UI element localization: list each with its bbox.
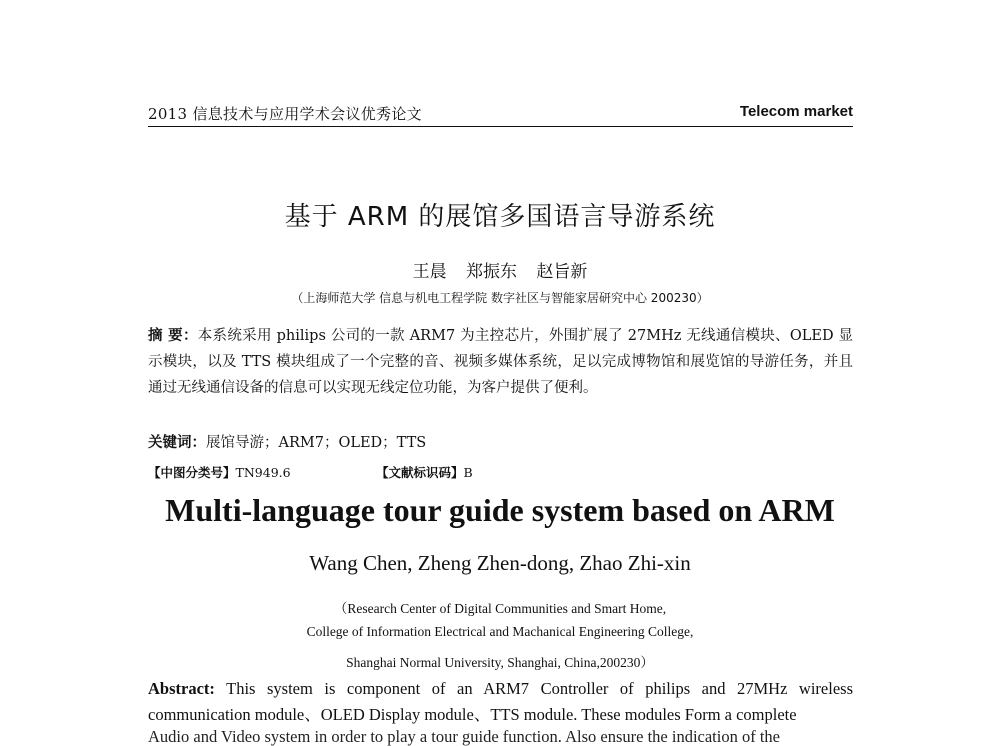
paper-title-english: Multi-language tour guide system based on ARM — [165, 492, 835, 528]
clc-label: 【中图分类号】 — [148, 465, 236, 480]
document-code-label: 【文献标识码】 — [376, 465, 464, 480]
clc-value: TN949.6 — [235, 465, 291, 480]
affiliation-chinese: （上海师范大学 信息与机电工程学院 数字社区与智能家居研究中心 200230） — [291, 291, 709, 305]
classification-line — [148, 463, 853, 481]
abstract-english-cut-line: Audio and Video system in order to play a tour guide function. Also ensure the indication of the — [148, 727, 780, 746]
abstract-english — [148, 676, 853, 728]
authors-chinese: 王晨 郑振东 赵旨新 — [412, 262, 588, 282]
running-header — [148, 100, 853, 127]
abstract-english-label: Abstract: — [148, 679, 215, 698]
journal-name: Telecom market — [739, 103, 853, 120]
abstract-chinese — [148, 323, 853, 401]
affiliation-english-line-1: （Research Center of Digital Communities and Smart Home, — [333, 601, 667, 616]
affiliation-english-line-3: Shanghai Normal University, Shanghai, China,200230） — [346, 655, 654, 670]
keywords-chinese — [148, 431, 853, 452]
authors-english: Wang Chen, Zheng Zhen-dong, Zhao Zhi-xin — [309, 551, 691, 575]
conference-name: 2013 信息技术与应用学术会议优秀论文 — [148, 105, 422, 123]
abstract-chinese-label: 摘 要： — [148, 328, 198, 344]
keywords-text: 展馆导游；ARM7；OLED；TTS — [206, 435, 427, 451]
abstract-english-text: This system is component of an ARM7 Controller of philips and 27MHz wireless communication module、OLED Display module、TTS module. These modules Form a complete — [148, 679, 854, 724]
abstract-chinese-text: 本系统采用 philips 公司的一款 ARM7 为主控芯片，外围扩展了 27MHz 无线通信模块、OLED 显示模块，以及 TTS 模块组成了一个完整的音、视频多媒体系统，足以完成博物馆和展览馆的导游任务，并且通过无线通信设备的信息可以实现无线定位功能，为客户提供了便利。 — [148, 328, 853, 396]
document-code — [376, 463, 473, 481]
affiliation-english-line-2: College of Information Electrical and Machanical Engineering College, — [306, 624, 694, 639]
paper-title-chinese: 基于 ARM 的展馆多国语言导游系统 — [284, 202, 716, 232]
document-code-value: B — [463, 465, 473, 480]
keywords-label: 关键词： — [148, 435, 206, 451]
